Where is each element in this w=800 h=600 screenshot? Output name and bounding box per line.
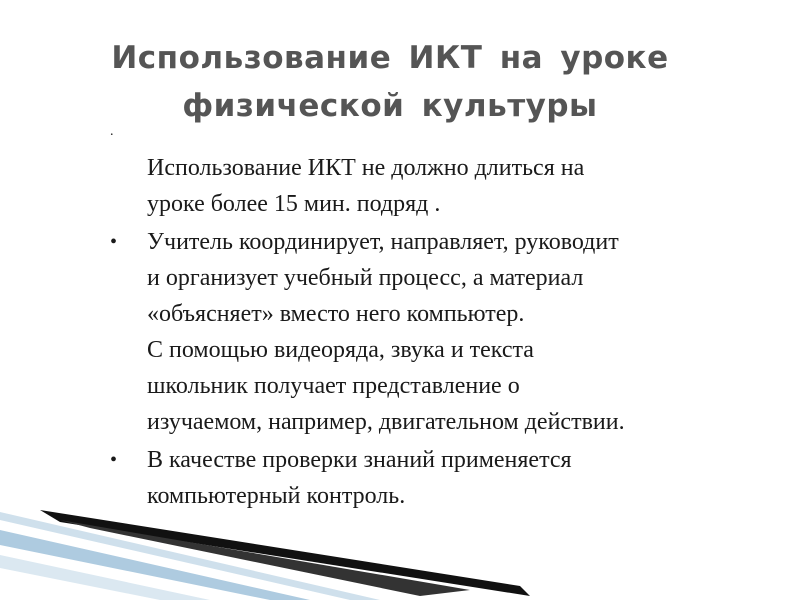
body-line-9: В качестве проверки знаний применяется — [147, 447, 572, 473]
bullet-2: • — [110, 449, 118, 471]
body-line-6: С помощью видеоряда, звука и текста — [147, 337, 534, 363]
body-line-8: изучаемом, например, двигательном действии. — [147, 409, 625, 435]
body-line-10: компьютерный контроль. — [147, 483, 406, 509]
title-line-2: физической культуры — [182, 88, 598, 124]
body-line-2: уроке более 15 мин. подряд . — [147, 191, 441, 217]
bullet-1: • — [110, 231, 118, 253]
body-line-4: и организует учебный процесс, а материал — [147, 265, 584, 291]
marker-dot: . — [110, 124, 114, 139]
body-line-7: школьник получает представление о — [147, 373, 520, 399]
body-line-5: «объясняет» вместо него компьютер. — [147, 301, 525, 327]
body-line-1: Использование ИКТ не должно длиться на — [147, 155, 585, 181]
title-line-1: Использование ИКТ на уроке — [111, 40, 669, 76]
body-line-3: Учитель координирует, направляет, руководит — [147, 229, 619, 255]
